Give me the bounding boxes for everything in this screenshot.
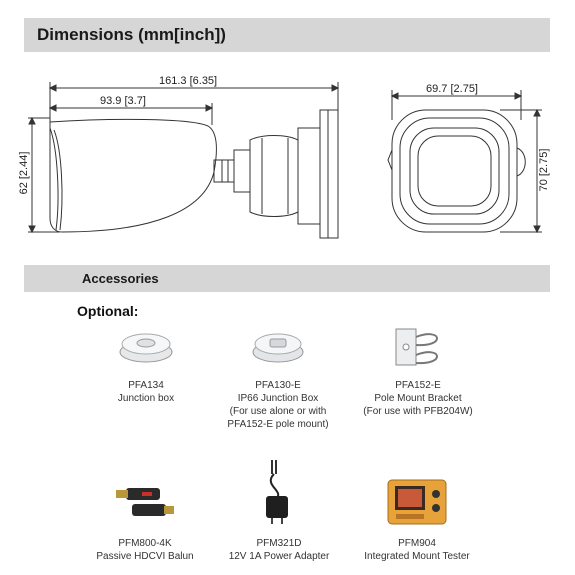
accessory-description: Junction box <box>117 393 175 404</box>
front-width-label: 69.7 [2.75] <box>426 83 478 95</box>
accessory-model: PFM904 <box>398 538 436 549</box>
accessory-item-pfa130-e <box>216 379 340 431</box>
dimensions-title: Dimensions (mm[inch]) <box>37 25 226 44</box>
accessory-description: IP66 Junction Box <box>237 393 319 404</box>
accessory-model: PFM321D <box>256 538 302 549</box>
accessory-model: PFA134 <box>128 380 164 391</box>
accessory-item-pfm321d <box>218 537 340 563</box>
power-adapter-icon <box>258 456 298 528</box>
accessory-item-pfm904 <box>354 537 480 563</box>
balun-icon <box>112 480 176 524</box>
height-label: 62 [2.44] <box>18 151 30 195</box>
accessory-model: PFA130-E <box>255 380 301 391</box>
body-length-label: 93.9 [3.7] <box>100 95 146 107</box>
accessory-model: PFM800-4K <box>118 538 172 549</box>
camera-front-view <box>388 110 525 232</box>
accessory-model: PFA152-E <box>395 380 441 391</box>
overall-length-dimension-line <box>50 82 338 128</box>
accessory-description: Passive HDCVI Balun <box>96 551 194 562</box>
accessory-description: 12V 1A Power Adapter <box>228 551 330 562</box>
front-height-dimension-line <box>500 110 542 232</box>
accessory-note: PFA152-E pole mount) <box>227 419 329 430</box>
accessory-note: (For use alone or with <box>229 406 327 417</box>
front-height-label: 70 [2.75] <box>538 148 550 192</box>
overall-length-label: 161.3 [6.35] <box>159 75 218 87</box>
height-dimension-line <box>28 118 60 232</box>
camera-side-view <box>50 110 338 238</box>
accessory-item-pfm800-4k <box>88 537 202 563</box>
accessory-description: Pole Mount Bracket <box>374 393 462 404</box>
accessory-note: (For use with PFB204W) <box>363 406 473 417</box>
ip66-junction-box-icon <box>250 328 306 364</box>
optional-label: Optional: <box>77 303 139 319</box>
accessories-title: Accessories <box>82 271 159 286</box>
dimension-drawing <box>0 0 575 262</box>
pole-mount-bracket-icon <box>390 323 446 371</box>
accessory-item-pfa152-e <box>356 379 480 418</box>
junction-box-icon <box>118 328 174 364</box>
accessory-description: Integrated Mount Tester <box>364 551 470 562</box>
accessory-item-pfa134 <box>92 379 200 405</box>
mount-tester-icon <box>386 478 448 528</box>
